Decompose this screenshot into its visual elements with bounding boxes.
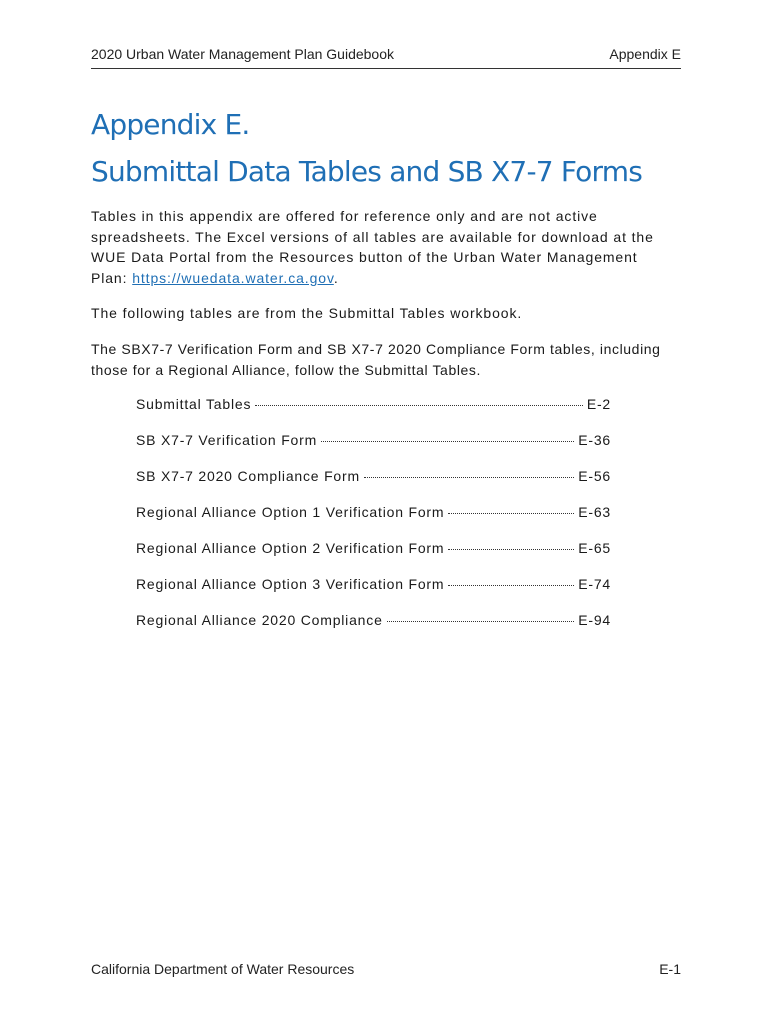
- toc-leader-dots: [387, 621, 575, 622]
- forms-paragraph: The SBX7-7 Verification Form and SB X7-7 2020 Compliance Form tables, including those for a Regional Alliance, follow the Submittal Tables.: [91, 341, 661, 378]
- toc-entry[interactable]: [136, 504, 611, 540]
- toc-leader-dots: [448, 585, 574, 586]
- intro-text: Tables in this appendix are offered for reference only and are not active spreadsheets. The Excel versions of all tables are available for download at the WUE Data Portal from the Resources button of the Urban Water Management Plan:: [91, 208, 654, 286]
- intro-text-end: .: [333, 269, 339, 286]
- page-header: [91, 46, 681, 69]
- toc-entry[interactable]: [136, 432, 611, 468]
- toc-entry-page: E-36: [578, 432, 611, 448]
- toc-entry[interactable]: [136, 540, 611, 576]
- toc-entry-page: E-94: [578, 612, 611, 628]
- submittal-tables-paragraph: The following tables are from the Submittal Tables workbook.: [91, 305, 523, 321]
- toc-leader-dots: [321, 441, 574, 442]
- toc-entry-page: E-2: [586, 396, 611, 412]
- toc-entry[interactable]: [136, 576, 611, 612]
- footer-page-number: E-1: [659, 961, 681, 977]
- header-appendix-label: Appendix E: [609, 46, 681, 62]
- wue-data-portal-link[interactable]: https://wuedata.water.ca.gov: [132, 269, 334, 286]
- appendix-title-line-1: Appendix E.: [91, 108, 250, 141]
- toc-entry-label: Regional Alliance Option 2 Verification Form: [136, 540, 445, 556]
- toc-leader-dots: [364, 477, 574, 478]
- toc-entry-label: SB X7-7 Verification Form: [136, 432, 318, 448]
- footer-department: California Department of Water Resources: [91, 961, 355, 977]
- toc-entry-label: Regional Alliance Option 1 Verification Form: [136, 504, 445, 520]
- toc-entry[interactable]: [136, 612, 611, 648]
- intro-paragraph: [91, 206, 676, 288]
- page-footer: [91, 961, 681, 977]
- toc-entry[interactable]: [136, 468, 611, 504]
- toc-entry-page: E-65: [578, 540, 611, 556]
- table-of-contents: [136, 396, 611, 648]
- appendix-title-line-2: Submittal Data Tables and SB X7-7 Forms: [91, 155, 642, 188]
- toc-entry-label: Submittal Tables: [136, 396, 252, 412]
- toc-leader-dots: [448, 549, 574, 550]
- appendix-title: [91, 101, 691, 195]
- toc-entry-page: E-56: [578, 468, 611, 484]
- header-document-title: 2020 Urban Water Management Plan Guidebook: [91, 46, 394, 62]
- toc-leader-dots: [255, 405, 583, 406]
- toc-entry-page: E-74: [578, 576, 611, 592]
- toc-entry-label: Regional Alliance 2020 Compliance: [136, 612, 383, 628]
- toc-entry[interactable]: [136, 396, 611, 432]
- toc-leader-dots: [448, 513, 574, 514]
- toc-entry-label: Regional Alliance Option 3 Verification Form: [136, 576, 445, 592]
- toc-entry-label: SB X7-7 2020 Compliance Form: [136, 468, 360, 484]
- toc-entry-page: E-63: [578, 504, 611, 520]
